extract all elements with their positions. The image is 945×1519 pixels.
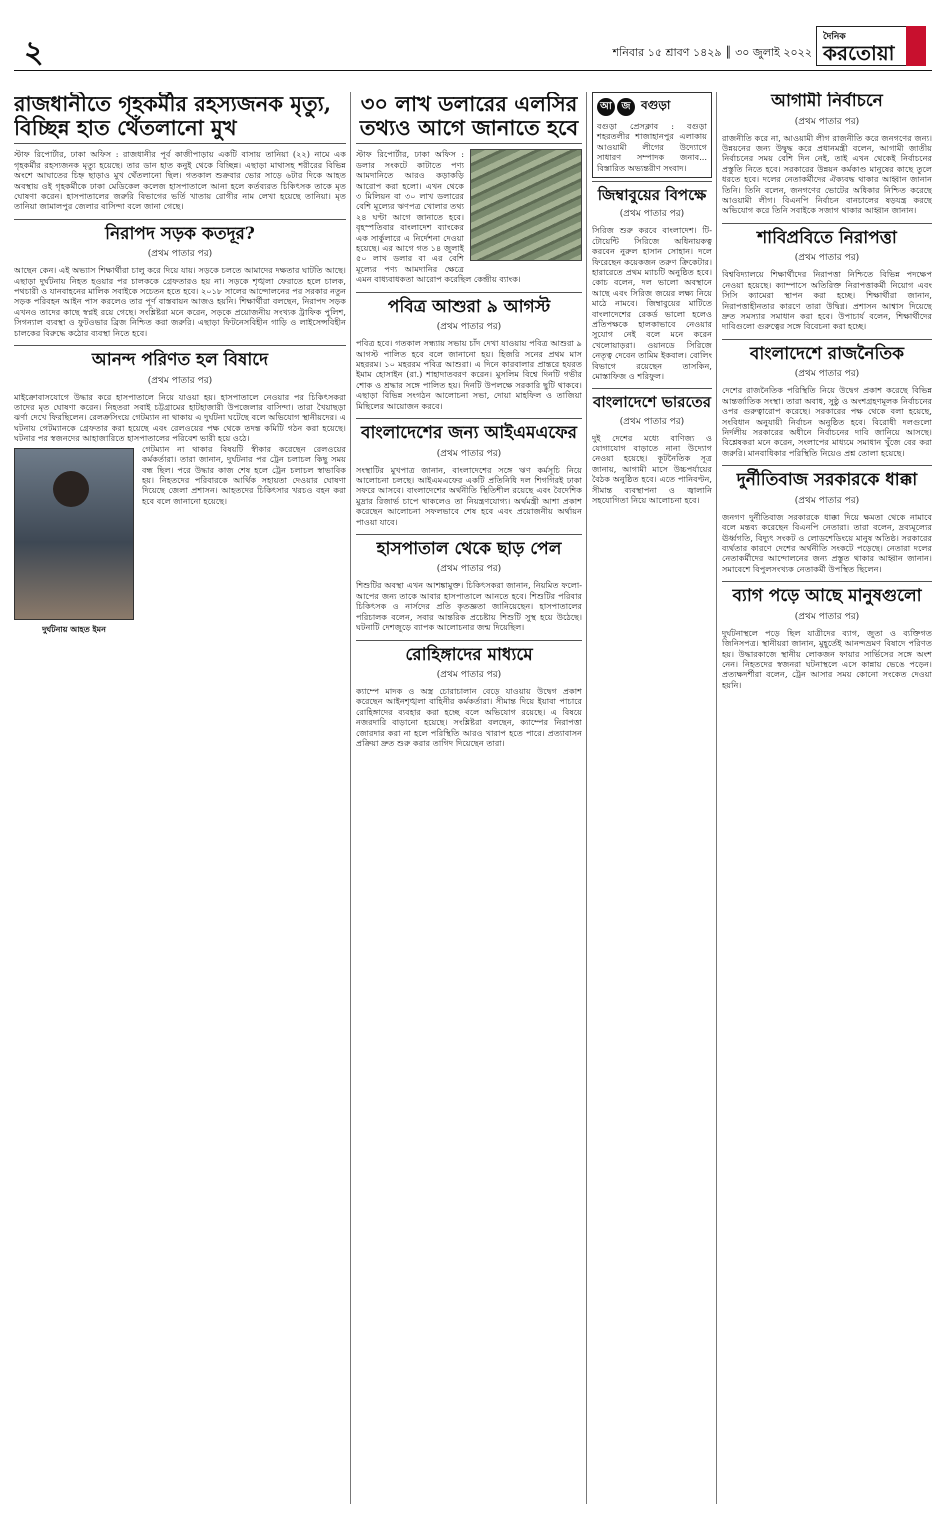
article-imf (356, 424, 582, 531)
article-headline: রাজধানীতে গৃহকর্মীর রহস্যজনক মৃত্যু, বিচ্ছিন্ন হাত থেঁতলানো মুখ (14, 92, 332, 141)
divider (14, 219, 346, 220)
continuation-note: (প্রথম পাতার পর) (147, 249, 213, 260)
article-body: স্টাফ রিপোর্টার, ঢাকা অফিস : রাজধানীর পূর্ব কাজীপাড়ায় একটি বাসায় তানিয়া (২২) নামে এক গৃহকর্মীর রহস্যজনক মৃত্যু হয়েছে। তার ডান হাত কনুই থেকে বিচ্ছিন্ন। এছাড়া মাথাসহ শরীরের বিভিন্ন অংশে আঘাতের চিহ্ন ছাড়াও মুখ থেঁতলানো ছিল। গতকাল শুক্রবার ভোর সাড়ে ৬টার দিকে আহত অবস্থায় ওই গৃহকর্মীকে ঢাকা মেডিকেল কলেজ হাসপাতালে আনা হলে কর্তব্যরত চিকিৎসক তাকে মৃত ঘোষণা করেন। হাসপাতালের জরুরি বিভাগের ভর্তি খাতায় রোগীর নাম লেখা হয়েছে তানিয়া। মৃত তানিয়া জামালপুর জেলার বাসিন্দা বলে জানা গেছে। (14, 149, 346, 212)
article-body: স্টাফ রিপোর্টার, ঢাকা অফিস : ডলার সংকটে কাটাতে পণ্য আমদানিতে আরও কড়াকড়ি আরোপ করা হলো। এখন থেকে ৩ মিলিয়ন বা ৩০ লাখ ডলারের বেশি মূল্যের ঋণপত্র খোলার তথ্য ২৪ ঘণ্টা আগে জানাতে হবে। বৃহস্পতিবার বাংলাদেশ ব্যাংকের এক সার্কুলারে এ নির্দেশনা দেওয়া হয়েছে। এর আগে গত ১৪ জুলাই ৫০ লাখ ডলার বা এর বেশি মূল্যের পণ্য আমদানির ক্ষেত্রে এমন বাধ্যবাধকতা আরোপ করেছিল কেন্দ্রীয় ব্যাংক। (356, 149, 521, 285)
tag-letter-j: জ (617, 98, 635, 116)
divider (722, 465, 932, 466)
article-joy-to-grief (14, 351, 346, 641)
article-headline: রোহিঙ্গাদের মাধ্যমে (405, 644, 533, 665)
divider (356, 292, 582, 293)
continuation-note: (প্রথম পাতার পর) (436, 448, 502, 459)
continuation-note: (প্রথম পাতার পর) (794, 116, 860, 127)
article-headline: বাংলাদেশে রাজনৈতিক (749, 343, 905, 364)
divider (722, 223, 932, 224)
injured-person-photo (14, 448, 134, 620)
header-rule (14, 70, 932, 71)
continuation-note: (প্রথম পাতার পর) (794, 611, 860, 622)
page-header (14, 8, 932, 80)
continuation-note: (প্রথম পাতার পর) (794, 495, 860, 506)
article-body: ক্যাম্পে মাদক ও অস্ত্র চোরাচালান বেড়ে যাওয়ায় উদ্বেগ প্রকাশ করেছেন আইনশৃঙ্খলা বাহিনীর কর্মকর্তারা। সীমান্ত দিয়ে ইয়াবা পাচারে রোহিঙ্গাদের ব্যবহার করা হচ্ছে বলে অভিযোগ রয়েছে। এ বিষয়ে নজরদারি বাড়ানো হয়েছে। সংশ্লিষ্টরা বলছেন, ক্যাম্পের নিরাপত্তা জোরদার করা না হলে পরিস্থিতি আরও খারাপ হতে পারে। প্রত্যাবাসন প্রক্রিয়া দ্রুত শুরু করার তাগিদ দিয়েছেন তারা। (356, 686, 582, 749)
logo-main-text: করতোয়া (823, 41, 895, 65)
column-divider (586, 92, 587, 1504)
article-body: আছেন কেন। এই অভ্যাস শিক্ষার্থীরা চালু করে দিয়ে যায়। সড়কে চলতে আমাদের দক্ষতার ঘাটতি আছে। এছাড়া দুর্ঘটনায় নিহত হওয়ার পর চালককে গ্রেফতারও হয় না। সড়কে শৃঙ্খলা ফেরাতে হলে চালক, পথচারী ও যানবাহনের মালিক সবাইকে সচেতন হতে হবে। ২০১৮ সালের আন্দোলনের পর সরকার নতুন সড়ক পরিবহন আইন পাস করলেও তার পূর্ণ বাস্তবায়ন আজও হয়নি। শিক্ষার্থীরা বলছেন, নিরাপদ সড়ক এখনও তাদের কাছে স্বপ্নই রয়ে গেছে। সংশ্লিষ্টরা মনে করেন, সড়কে প্রয়োজনীয় সংখ্যক ট্রাফিক পুলিশ, সিগন্যাল ব্যবস্থা ও ফুটওভার ব্রিজ নিশ্চিত করা জরুরি। এছাড়া ফিটনেসবিহীন গাড়ি ও লাইসেন্সবিহীন চালকের বিরুদ্ধে কঠোর ব্যবস্থা নিতে হবে। (14, 265, 346, 338)
article-bags-left (722, 587, 932, 694)
article-body: জনগণ দুর্নীতিবাজ সরকারকে ধাক্কা দিয়ে ক্ষমতা থেকে নামাবে বলে মন্তব্য করেছেন বিএনপি নেতারা। তারা বলেন, দ্রব্যমূল্যের ঊর্ধ্বগতি, বিদ্যুৎ সংকট ও লোডশেডিংয়ে মানুষ অতিষ্ঠ। সরকারের ব্যর্থতার কারণে দেশের অর্থনীতি সংকটে পড়েছে। নেতারা দলের নেতাকর্মীদের আন্দোলনের জন্য প্রস্তুত থাকার আহ্বান জানান। সমাবেশে বিপুলসংখ্যক নেতাকর্মী উপস্থিত ছিলেন। (722, 511, 932, 574)
article-headline: জিম্বাবুয়ের বিপক্ষে (597, 186, 707, 205)
local-news-box (592, 92, 712, 178)
article-headline: ব্যাগ পড়ে আছে মানুষগুলো (732, 586, 922, 607)
divider (356, 640, 582, 641)
divider (14, 345, 346, 346)
article-body: শিশুটির অবস্থা এখন আশঙ্কামুক্ত। চিকিৎসকরা জানান, নিয়মিত ফলো-আপের জন্য তাকে আবার হাসপাতালে আনতে হবে। শিশুটির পরিবার চিকিৎসক ও নার্সদের প্রতি কৃতজ্ঞতা জানিয়েছেন। হাসপাতালের পরিচালক বলেন, সবার আন্তরিক প্রচেষ্টায় শিশুটি সুস্থ হয়ে উঠেছে। ঘটনাটি দেশজুড়ে ব্যাপক আলোচনার জন্ম দিয়েছিল। (356, 580, 582, 633)
article-headline: আনন্দ পরিণত হল বিষাদে (91, 350, 269, 371)
continuation-note: (প্রথম পাতার পর) (794, 369, 860, 380)
newspaper-logo (816, 26, 926, 66)
column-4 (722, 92, 932, 1504)
article-body: দুর্ঘটনাস্থলে পড়ে ছিল যাত্রীদের ব্যাগ, জুতা ও ব্যক্তিগত জিনিসপত্র। স্থানীয়রা জানান, মুহূর্তেই আনন্দভ্রমণ বিষাদে পরিণত হয়। উদ্ধারকাজে স্থানীয় লোকজন ফায়ার সার্ভিসের সঙ্গে অংশ নেন। নিহতদের স্বজনরা ঘটনাস্থলে এসে কান্নায় ভেঙে পড়েন। প্রত্যক্ষদর্শীরা বলেন, ট্রেন আসার সময় কোনো সংকেত দেওয়া হয়নি। (722, 627, 932, 690)
date-line: শনিবার ১৫ শ্রাবণ ১৪২৯ ║ ৩০ জুলাই ২০২২ (612, 46, 812, 59)
divider (592, 181, 712, 182)
article-politics (722, 345, 932, 462)
section-tag (597, 97, 707, 117)
column-divider (350, 92, 351, 1504)
article-lc-dollar (356, 92, 582, 289)
photo-caption: দুর্ঘটনায় আহত ইমন (42, 623, 106, 634)
article-body: রাজনীতি করে না, আওয়ামী লীগ রাজনীতি করে জনগণের জন্য। উন্নয়নের জন্য উদ্বুদ্ধ করে প্রধানমন্ত্রী বলেন, আগামী জাতীয় নির্বাচনের সময় বেশি দিন নেই, তাই এখন থেকেই নির্বাচনের প্রস্তুতি নিতে হবে। সরকারের উন্নয়ন কর্মকাণ্ড মানুষের কাছে তুলে ধরতে হবে। দলের নেতাকর্মীদের ঐক্যবদ্ধ থাকার আহ্বান জানান তিনি। তিনি বলেন, জনগণের ভোটের অধিকার নিশ্চিত করেছে আওয়ামী লীগ। বিএনপি নির্বাচন বানচালের ষড়যন্ত্র করছে অভিযোগ করে তিনি সবাইকে সজাগ থাকার আহ্বান জানান। (722, 132, 932, 216)
divider (356, 534, 582, 535)
article-headline: নিরাপদ সড়ক কতদূর? (105, 223, 255, 244)
column-1 (14, 92, 346, 1504)
article-hospital-release (356, 540, 582, 637)
article-headline: দুর্নীতিবাজ সরকারকে ধাক্কা (736, 470, 918, 491)
article-safe-road (14, 225, 346, 342)
article-next-election (722, 92, 932, 220)
logo-top-text: দৈনিক (823, 32, 846, 42)
article-body: সিরিজ শুরু করবে বাংলাদেশ। টি-টোয়েন্টি সিরিজে অধিনায়কত্ব করবেন নুরুল হাসান সোহান। দলে ফিরেছেন কয়েকজন তরুণ ক্রিকেটার। হারারেতে প্রথম ম্যাচটি অনুষ্ঠিত হবে। কোচ বলেন, দল ভালো অবস্থানে আছে এবং সিরিজ জয়ের লক্ষ্য নিয়ে মাঠে নামবে। জিম্বাবুয়ের মাটিতে বাংলাদেশের রেকর্ড ভালো হলেও প্রতিপক্ষকে হালকাভাবে নেওয়ার সুযোগ নেই বলে মনে করেন খেলোয়াড়রা। ওয়ানডে সিরিজে নেতৃত্ব দেবেন তামিম ইকবাল। বোলিং বিভাগে রয়েছেন তাসকিন, মোস্তাফিজ ও শরিফুল। (592, 225, 712, 381)
article-headline: ৩০ লাখ ডলারের এলসির তথ্যও আগে জানাতে হবে (359, 92, 579, 141)
article-housemaid-death (14, 92, 346, 216)
page-number: ২ (24, 35, 44, 70)
column-3 (592, 92, 712, 1504)
article-body: বিশ্ববিদ্যালয়ে শিক্ষার্থীদের নিরাপত্তা নিশ্চিতে বিভিন্ন পদক্ষেপ নেওয়া হয়েছে। ক্যাম্পাসে অতিরিক্ত নিরাপত্তাকর্মী নিয়োগ এবং সিসি ক্যামেরা স্থাপন করা হচ্ছে। শিক্ষার্থীরা জানান, নিরাপত্তাহীনতার কারণে তারা উদ্বিগ্ন। প্রশাসন আশ্বাস দিয়েছে দ্রুত সমস্যার সমাধান করা হবে। উপাচার্য বলেন, শিক্ষার্থীদের দাবিগুলো গুরুত্বের সঙ্গে বিবেচনা করা হচ্ছে। (722, 269, 932, 332)
continuation-note: (প্রথম পাতার পর) (147, 375, 213, 386)
divider (722, 581, 932, 582)
continuation-note: (প্রথম পাতার পর) (436, 564, 502, 575)
tag-place: বগুড়া (641, 98, 671, 112)
article-body: পবিত্র হবে। গতকাল সন্ধ্যায় সভায় চাঁদ দেখা যাওয়ায় পবিত্র আশুরা ৯ আগস্ট পালিত হবে বলে জানানো হয়। হিজরি সনের প্রথম মাস মহররম। ১০ মহররম পবিত্র আশুরা। এ দিনে কারবালার প্রান্তরে হযরত ইমাম হোসাইন (রা.) শাহাদাতবরণ করেন। মুসলিম বিশ্বে দিনটি গভীর শোক ও শ্রদ্ধার সঙ্গে পালিত হয়। দিনটি উপলক্ষে সরকারি ছুটি থাকবে। এছাড়া বিভিন্ন সংগঠন আলোচনা সভা, দোয়া মাহফিল ও তাজিয়া মিছিলের আয়োজন করবে। (356, 338, 582, 411)
divider (356, 418, 582, 419)
article-body: দুই দেশের মধ্যে বাণিজ্য ও যোগাযোগ বাড়াতে নানা উদ্যোগ নেওয়া হয়েছে। কূটনৈতিক সূত্র জানায়, আগামী মাসে উচ্চপর্যায়ের বৈঠক অনুষ্ঠিত হবে। এতে পানিবণ্টন, সীমান্ত ব্যবস্থাপনা ও জ্বালানি সহযোগিতা নিয়ে আলোচনা হবে। (592, 432, 712, 506)
continuation-note: (প্রথম পাতার পর) (794, 253, 860, 264)
article-body: দেশের রাজনৈতিক পরিস্থিতি নিয়ে উদ্বেগ প্রকাশ করেছে বিভিন্ন আন্তর্জাতিক সংস্থা। তারা অবাধ, সুষ্ঠু ও অংশগ্রহণমূলক নির্বাচনের ওপর গুরুত্বারোপ করেছে। সরকারের পক্ষ থেকে বলা হয়েছে, সংবিধান অনুযায়ী নির্বাচন অনুষ্ঠিত হবে। বিরোধী দলগুলো নির্দলীয় সরকারের অধীনে নির্বাচনের দাবি জানিয়ে আসছে। বিশ্লেষকরা মনে করেন, সংলাপের মাধ্যমে সমাধান খুঁজে বের করা জরুরি। মানবাধিকার পরিস্থিতি নিয়েও প্রশ্ন তোলা হয়েছে। (722, 385, 932, 458)
article-india (592, 394, 712, 509)
column-2 (356, 92, 582, 1504)
logo-accent-bar (906, 26, 926, 66)
dollar-bills-photo (470, 149, 582, 261)
article-sust-security (722, 229, 932, 336)
tag-letter-a: আ (597, 98, 615, 116)
continuation-note: (প্রথম পাতার পর) (436, 322, 502, 333)
divider (592, 388, 712, 389)
article-headline: শাবিপ্রবিতে নিরাপত্তা (757, 227, 897, 248)
article-body-continued: গেটম্যান না থাকার বিষয়টি স্বীকার করেছেন রেলওয়ের কর্মকর্তারা। তারা জানান, দুর্ঘটনার পর ট্রেন চলাচল কিছু সময় বন্ধ ছিল। পরে উদ্ধার কাজ শেষ হলে ট্রেন চলাচল স্বাভাবিক হয়। নিহতদের পরিবারকে আর্থিক সহায়তা দেওয়ার ঘোষণা দিয়েছে জেলা প্রশাসন। আহতদের চিকিৎসার খরচও বহন করা হবে বলে জানানো হয়েছে। (142, 443, 346, 506)
article-body: সংস্থাটির মুখপাত্র জানান, বাংলাদেশের সঙ্গে ঋণ কর্মসূচি নিয়ে আলোচনা চলছে। আইএমএফের একটি প্রতিনিধি দল শিগগিরই ঢাকা সফরে আসবে। বাংলাদেশের অর্থনীতি স্থিতিশীল রয়েছে এবং বৈদেশিক মুদ্রার রিজার্ভ চাপে থাকলেও তা নিয়ন্ত্রণযোগ্য। অর্থমন্ত্রী আশা প্রকাশ করেছেন আলোচনা সফলভাবে শেষ হবে এবং প্রয়োজনীয় অর্থায়ন পাওয়া যাবে। (356, 464, 582, 527)
divider (356, 143, 582, 144)
article-headline: আগামী নির্বাচনে (771, 92, 883, 111)
article-corrupt-govt (722, 471, 932, 578)
article-headline: পবিত্র আশুরা ৯ আগস্ট (387, 296, 551, 317)
article-headline: হাসপাতাল থেকে ছাড় পেল (376, 538, 562, 559)
article-headline: বাংলাদেশে ভারতের (592, 393, 712, 412)
article-ashura (356, 298, 582, 415)
column-divider (716, 92, 717, 1504)
divider (722, 339, 932, 340)
divider (14, 143, 346, 144)
box-body: বগুড়া প্রেসক্লাব : বগুড়া শহরতলীর শাজাহানপুর এলাকায় আওয়ামী লীগের উদ্যোগে সাধারণ সম্পাদক জনাব... বিস্তারিত অভ্যন্তরীণ সংবাদ। (597, 121, 707, 173)
continuation-note: (প্রথম পাতার পর) (619, 416, 685, 427)
article-zimbabwe (592, 187, 712, 385)
article-rohingya (356, 646, 582, 753)
continuation-note: (প্রথম পাতার পর) (619, 209, 685, 220)
continuation-note: (প্রথম পাতার পর) (436, 670, 502, 681)
article-body: মাইক্রোবাসযোগে উদ্ধার করে হাসপাতালে নিয়ে যাওয়া হয়। হাসপাতালে নেওয়ার পর চিকিৎসকরা তাদের মৃত ঘোষণা করেন। নিহতরা সবাই চট্টগ্রামের হাটহাজারী উপজেলার বাসিন্দা। তারা খৈয়াছড়া ঝর্ণা দেখে ফিরছিলেন। রেলক্রসিংয়ে গেটম্যান না থাকায় এ দুর্ঘটনা ঘটেছে বলে অভিযোগ স্থানীয়দের। এ ঘটনায় গেটম্যানকে গ্রেফতার করা হয়েছে এবং রেলওয়ের পক্ষ থেকে তদন্ত কমিটি গঠন করা হয়েছে। ঘটনার পর স্বজনদের আহাজারিতে হাসপাতালের পরিবেশ ভারী হয়ে ওঠে। (14, 391, 346, 444)
article-headline: বাংলাদেশের জন্য আইএমএফের (360, 422, 577, 443)
